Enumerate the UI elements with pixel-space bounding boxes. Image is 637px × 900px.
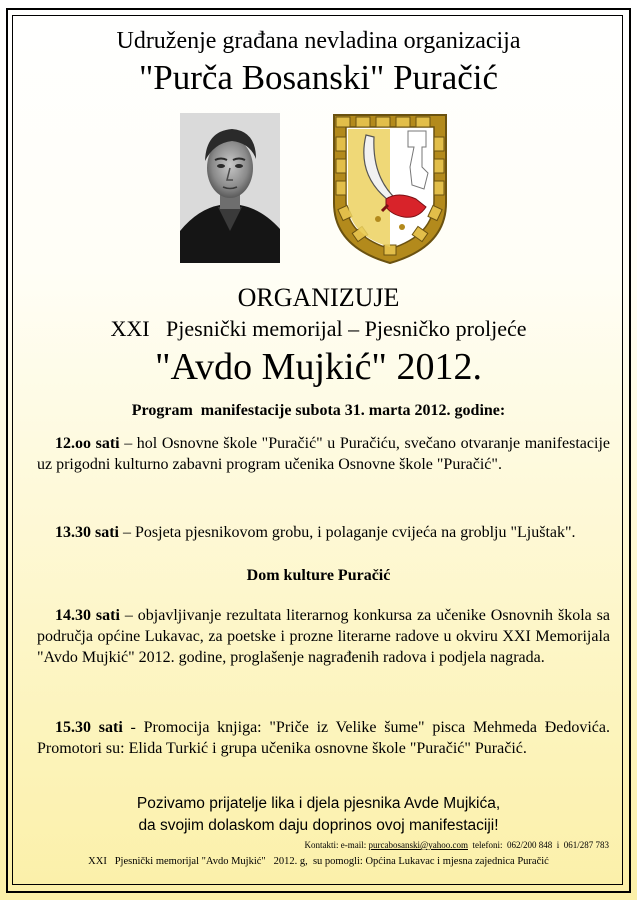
program-item-text: – objavljivanje rezultata literarnog konkursa za učenike Osnovnih škola sa područja općine Lukavac, za poetske i prozne literarne radove u okviru XXI Memorijala "Avdo Mujkić" 2012. godine, proglašenje nagrađenih radova i podjela nagrada. — [37, 607, 611, 666]
program-item-time: 15.30 sati — [55, 719, 123, 736]
program-item-time: 12.oo sati — [55, 435, 120, 452]
invitation-line-1: Pozivamo prijatelje lika i djela pjesnika Avde Mujkića, — [136, 795, 501, 812]
program-item-3 — [37, 605, 610, 668]
program-item-text: – hol Osnovne škole "Puračić" u Puračiću, svečano otvaranje manifestacije uz prigodni kulturno zabavni program učenika Osnovne škole "Puračić". — [37, 435, 610, 473]
sponsors-footer: XXI Pjesnički memorijal "Avdo Mujkić" 2012. g, su pomogli: Općina Lukavac i mjesna zajednica Puračić — [88, 856, 549, 867]
portrait-photo — [180, 113, 280, 263]
coat-of-arms-icon — [326, 107, 454, 267]
organization-name: "Purča Bosanski" Puračić — [138, 58, 499, 97]
program-item-time: 14.30 sati — [55, 607, 120, 624]
program-item-text: - Promocija knjiga: "Priče iz Velike šume" pisca Mehmeda Đedovića. Promotori su: Elida Turkić i grupa učenika osnovne škole "Puračić" Puračić. — [37, 719, 611, 757]
invitation-line-2: da svojim dolaskom daju doprinos ovoj manifestaciji! — [138, 817, 499, 834]
invitation-text — [0, 793, 637, 837]
venue-heading: Dom kulture Puračić — [246, 567, 391, 584]
event-title: "Avdo Mujkić" 2012. — [155, 346, 482, 388]
crest-graphic — [326, 107, 454, 267]
portrait-graphic — [180, 113, 280, 263]
organization-type: Udruženje građana nevladina organizacija — [116, 28, 521, 54]
program-item-2 — [37, 522, 610, 543]
email-link[interactable]: purcabosanski@yahoo.com — [368, 840, 468, 850]
program-item-time: 13.30 sati — [55, 524, 119, 541]
program-heading: Program manifestacije subota 31. marta 2012. godine: — [131, 402, 506, 419]
program-item-4 — [37, 717, 610, 759]
organizes-heading: ORGANIZUJE — [237, 283, 400, 312]
memorial-title: XXI Pjesnički memorijal – Pjesničko proljeće — [110, 316, 527, 341]
phone-numbers: telefoni: 062/200 848 i 061/287 783 — [468, 840, 609, 850]
program-item-text: – Posjeta pjesnikovom grobu, i polaganje cvijeća na groblju "Ljuštak". — [119, 524, 576, 541]
contacts-label: Kontakti: e-mail: — [304, 840, 369, 850]
program-item-1 — [37, 433, 610, 475]
contacts-line — [305, 840, 610, 850]
